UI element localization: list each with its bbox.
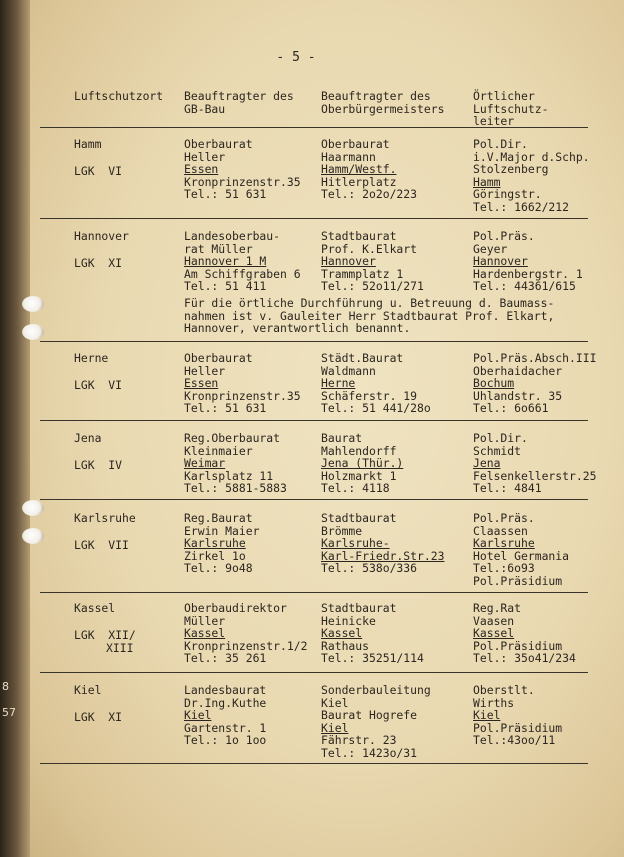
row-divider <box>40 218 588 219</box>
beauftragter-oberbuergermeister-line: Mahlendorff <box>321 443 397 458</box>
beauftragter-oberbuergermeister-line: Fährstr. 23 <box>321 733 397 748</box>
beauftragter-gb-bau-line: Kleinmaier <box>184 443 253 458</box>
luftschutzort: Jena <box>74 431 102 445</box>
header-luftschutzleiter-line: Örtlicher <box>473 89 535 103</box>
beauftragter-gb-bau-line: Weimar <box>184 456 226 471</box>
beauftragter-gb-bau-line: Tel.: 51 631 <box>184 187 267 202</box>
header-luftschutzort <box>74 90 163 103</box>
beauftragter-gb-bau-line: Essen <box>184 162 219 177</box>
responsibility-note <box>184 297 554 335</box>
beauftragter-gb-bau-line: Dr.Ing.Kuthe <box>184 695 267 710</box>
beauftragter-oberbuergermeister-line: Brömme <box>321 523 363 538</box>
beauftragter-oberbuergermeister-line: Stadtbaurat <box>321 601 397 615</box>
beauftragter-gb-bau-line: Oberbaudirektor <box>184 601 287 615</box>
lgk-label: LGK IV <box>74 458 123 472</box>
oertlicher-luftschutzleiter <box>473 432 596 495</box>
beauftragter-oberbuergermeister-line: Rathaus <box>321 638 370 653</box>
beauftragter-gb-bau-line: Landesoberbau- <box>184 229 281 243</box>
oertlicher-luftschutzleiter-line: Felsenkellerstr.25 <box>473 468 597 483</box>
header-luftschutzleiter <box>473 90 548 128</box>
beauftragter-oberbuergermeister-line: Stadtbaurat <box>321 229 397 243</box>
beauftragter-gb-bau <box>184 432 287 495</box>
beauftragter-oberbuergermeister-line: Tel.: 4118 <box>321 481 390 496</box>
header-oberbuergermeister <box>321 90 444 115</box>
punch-hole <box>22 324 44 340</box>
beauftragter-gb-bau <box>184 352 301 415</box>
lgk-label: LGK XII/ <box>74 628 136 642</box>
oertlicher-luftschutzleiter-line: Hardenbergstr. 1 <box>473 266 583 281</box>
beauftragter-oberbuergermeister-line: Karl-Friedr.Str.23 <box>321 548 445 563</box>
beauftragter-gb-bau-line: Karlsplatz 11 <box>184 468 274 483</box>
luftschutzort: Kiel <box>74 683 102 697</box>
header-gb-bau-line: Beauftragter des <box>184 89 294 103</box>
beauftragter-gb-bau-line: Am Schiffgraben 6 <box>184 266 301 281</box>
oertlicher-luftschutzleiter-line: Pol.Dir. <box>473 431 528 445</box>
beauftragter-oberbuergermeister <box>321 432 403 495</box>
beauftragter-oberbuergermeister-line: Baurat Hogrefe <box>321 708 418 723</box>
row-divider <box>40 127 588 128</box>
beauftragter-oberbuergermeister-line: Stadtbaurat <box>321 511 397 525</box>
oertlicher-luftschutzleiter-line: Stolzenberg <box>473 162 549 177</box>
beauftragter-gb-bau <box>184 138 301 201</box>
margin-number: 57 <box>2 706 16 719</box>
beauftragter-gb-bau-line: Landesbaurat <box>184 683 267 697</box>
punch-hole <box>22 528 44 544</box>
beauftragter-oberbuergermeister <box>321 352 431 415</box>
beauftragter-gb-bau-line: Reg.Baurat <box>184 511 253 525</box>
oertlicher-luftschutzleiter-line: Kassel <box>473 626 515 641</box>
beauftragter-gb-bau-line: Karlsruhe <box>184 536 246 551</box>
margin-number: 8 <box>2 680 9 693</box>
beauftragter-oberbuergermeister-line: Kiel <box>321 720 349 735</box>
beauftragter-oberbuergermeister-line: Schäferstr. 19 <box>321 388 418 403</box>
beauftragter-gb-bau <box>184 512 259 575</box>
beauftragter-oberbuergermeister-line: Hitlerplatz <box>321 174 397 189</box>
beauftragter-gb-bau-line: Kiel <box>184 708 212 723</box>
beauftragter-gb-bau-line: Tel.: 9o48 <box>184 561 253 576</box>
beauftragter-oberbuergermeister-line: Baurat <box>321 431 363 445</box>
luftschutzort: Hamm <box>74 137 102 151</box>
beauftragter-gb-bau-line: Gartenstr. 1 <box>184 720 267 735</box>
row-divider <box>40 420 588 421</box>
lgk-label: LGK VII <box>74 538 129 552</box>
beauftragter-oberbuergermeister-line: Tel.: 538o/336 <box>321 561 418 576</box>
oertlicher-luftschutzleiter-line: Tel.: 35o41/234 <box>473 651 576 666</box>
responsibility-note-line: Hannover, verantwortlich benannt. <box>184 321 411 336</box>
oertlicher-luftschutzleiter-line: Göringstr. <box>473 187 542 202</box>
beauftragter-gb-bau-line: Heller <box>184 149 226 164</box>
beauftragter-oberbuergermeister-line: Tel.: 52o11/271 <box>321 279 424 294</box>
document-page <box>30 0 624 857</box>
beauftragter-oberbuergermeister-line: Jena (Thür.) <box>321 456 404 471</box>
lgk-label: LGK XI <box>74 256 123 270</box>
beauftragter-oberbuergermeister-line: Tel.: 51 441/28o <box>321 401 431 416</box>
beauftragter-gb-bau-line: Tel.: 1o 1oo <box>184 733 267 748</box>
beauftragter-oberbuergermeister <box>321 602 424 665</box>
oertlicher-luftschutzleiter-line: Tel.:6o93 <box>473 561 535 576</box>
oertlicher-luftschutzleiter-line: Tel.: 44361/615 <box>473 279 576 294</box>
oertlicher-luftschutzleiter-line: Pol.Präs. <box>473 229 535 243</box>
oertlicher-luftschutzleiter-line: Pol.Präs.Absch.III <box>473 351 597 365</box>
beauftragter-gb-bau-line: Kronprinzenstr.1/2 <box>184 638 308 653</box>
beauftragter-gb-bau-line: Kassel <box>184 626 226 641</box>
header-oberbuergermeister-line: Oberbürgermeisters <box>321 101 445 116</box>
beauftragter-oberbuergermeister-line: Oberbaurat <box>321 137 390 151</box>
beauftragter-oberbuergermeister-line: Karlsruhe- <box>321 536 390 551</box>
responsibility-note-line: nahmen ist v. Gauleiter Herr Stadtbaurat Prof. Elkart, <box>184 308 555 323</box>
beauftragter-gb-bau-line: Oberbaurat <box>184 137 253 151</box>
oertlicher-luftschutzleiter-line: Tel.: 4841 <box>473 481 542 496</box>
oertlicher-luftschutzleiter-line: Pol.Präsidium <box>473 720 563 735</box>
header-gb-bau-line: GB-Bau <box>184 101 226 116</box>
lgk-label: LGK VI <box>74 378 123 392</box>
row-divider <box>40 499 588 500</box>
oertlicher-luftschutzleiter-line: Wirths <box>473 695 515 710</box>
oertlicher-luftschutzleiter-line: Hamm <box>473 174 501 189</box>
beauftragter-gb-bau-line: Zirkel 1o <box>184 548 246 563</box>
beauftragter-oberbuergermeister-line: Heinicke <box>321 613 376 628</box>
beauftragter-oberbuergermeister <box>321 230 424 293</box>
header-luftschutzleiter-line: leiter <box>473 114 515 129</box>
beauftragter-oberbuergermeister-line: Trammplatz 1 <box>321 266 404 281</box>
oertlicher-luftschutzleiter-line: i.V.Major d.Schp. <box>473 149 590 164</box>
oertlicher-luftschutzleiter-line: Claassen <box>473 523 528 538</box>
beauftragter-oberbuergermeister-line: Tel.: 2o2o/223 <box>321 187 418 202</box>
beauftragter-gb-bau-line: Reg.Oberbaurat <box>184 431 281 445</box>
beauftragter-oberbuergermeister-line: Sonderbauleitung <box>321 683 431 697</box>
beauftragter-oberbuergermeister-line: Kiel <box>321 695 349 710</box>
row-divider <box>40 592 588 593</box>
beauftragter-gb-bau-line: Hannover 1 M <box>184 254 267 269</box>
oertlicher-luftschutzleiter <box>473 684 562 747</box>
beauftragter-gb-bau <box>184 602 307 665</box>
oertlicher-luftschutzleiter-line: Reg.Rat <box>473 601 522 615</box>
row-divider <box>40 672 588 673</box>
oertlicher-luftschutzleiter <box>473 512 569 588</box>
luftschutzort: Hannover <box>74 229 129 243</box>
beauftragter-oberbuergermeister-line: Prof. K.Elkart <box>321 241 418 256</box>
punch-hole <box>22 296 44 312</box>
oertlicher-luftschutzleiter-line: Pol.Präsidium <box>473 573 563 588</box>
beauftragter-oberbuergermeister-line: Tel.: 35251/114 <box>321 651 424 666</box>
beauftragter-oberbuergermeister-line: Haarmann <box>321 149 376 164</box>
oertlicher-luftschutzleiter-line: Karlsruhe <box>473 536 535 551</box>
beauftragter-oberbuergermeister <box>321 138 417 201</box>
oertlicher-luftschutzleiter-line: Hotel Germania <box>473 548 570 563</box>
beauftragter-oberbuergermeister <box>321 684 431 760</box>
beauftragter-gb-bau-line: Tel.: 51 411 <box>184 279 267 294</box>
row-divider <box>40 341 588 342</box>
oertlicher-luftschutzleiter-line: Geyer <box>473 241 508 256</box>
beauftragter-oberbuergermeister-line: Kassel <box>321 626 363 641</box>
beauftragter-oberbuergermeister-line: Herne <box>321 376 356 391</box>
beauftragter-oberbuergermeister-line: Waldmann <box>321 363 376 378</box>
luftschutzort: Kassel <box>74 601 116 615</box>
oertlicher-luftschutzleiter-line: Oberstlt. <box>473 683 535 697</box>
beauftragter-gb-bau <box>184 230 301 293</box>
beauftragter-gb-bau-line: Essen <box>184 376 219 391</box>
header-oberbuergermeister-line: Beauftragter des <box>321 89 431 103</box>
oertlicher-luftschutzleiter-line: Schmidt <box>473 443 522 458</box>
beauftragter-oberbuergermeister <box>321 512 444 575</box>
oertlicher-luftschutzleiter-line: Oberhaidacher <box>473 363 563 378</box>
beauftragter-oberbuergermeister-line: Hamm/Westf. <box>321 162 397 177</box>
beauftragter-gb-bau-line: Kronprinzenstr.35 <box>184 174 301 189</box>
luftschutzort: Karlsruhe <box>74 511 136 525</box>
page-number: - 5 - <box>276 50 316 65</box>
oertlicher-luftschutzleiter-line: Tel.: 1662/212 <box>473 199 570 214</box>
beauftragter-oberbuergermeister-line: Städt.Baurat <box>321 351 404 365</box>
oertlicher-luftschutzleiter-line: Bochum <box>473 376 515 391</box>
oertlicher-luftschutzleiter-line: Tel.:43oo/11 <box>473 733 556 748</box>
beauftragter-gb-bau-line: rat Müller <box>184 241 253 256</box>
beauftragter-gb-bau-line: Erwin Maier <box>184 523 260 538</box>
oertlicher-luftschutzleiter <box>473 138 590 214</box>
oertlicher-luftschutzleiter-line: Pol.Dir. <box>473 137 528 151</box>
oertlicher-luftschutzleiter-line: Kiel <box>473 708 501 723</box>
beauftragter-gb-bau-line: Tel.: 35 261 <box>184 651 267 666</box>
oertlicher-luftschutzleiter-line: Uhlandstr. 35 <box>473 388 563 403</box>
binding-edge <box>0 0 30 857</box>
oertlicher-luftschutzleiter-line: Tel.: 6o661 <box>473 401 549 416</box>
oertlicher-luftschutzleiter <box>473 230 583 293</box>
beauftragter-oberbuergermeister-line: Hannover <box>321 254 376 269</box>
oertlicher-luftschutzleiter <box>473 602 576 665</box>
row-divider <box>40 763 588 764</box>
header-gb-bau <box>184 90 294 115</box>
beauftragter-gb-bau <box>184 684 266 747</box>
beauftragter-oberbuergermeister-line: Holzmarkt 1 <box>321 468 397 483</box>
oertlicher-luftschutzleiter-line: Jena <box>473 456 501 471</box>
oertlicher-luftschutzleiter-line: Hannover <box>473 254 528 269</box>
beauftragter-gb-bau-line: Oberbaurat <box>184 351 253 365</box>
oertlicher-luftschutzleiter-line: Vaasen <box>473 613 515 628</box>
beauftragter-gb-bau-line: Müller <box>184 613 226 628</box>
luftschutzort: Herne <box>74 351 109 365</box>
lgk-label-continued: XIII <box>106 640 134 655</box>
oertlicher-luftschutzleiter-line: Pol.Präs. <box>473 511 535 525</box>
responsibility-note-line: Für die örtliche Durchführung u. Betreuung d. Baumass- <box>184 296 555 310</box>
header-luftschutzleiter-line: Luftschutz- <box>473 101 549 116</box>
oertlicher-luftschutzleiter <box>473 352 596 415</box>
lgk-label: LGK VI <box>74 164 123 178</box>
lgk-label: LGK XI <box>74 710 123 724</box>
oertlicher-luftschutzleiter-line: Pol.Präsidium <box>473 638 563 653</box>
beauftragter-oberbuergermeister-line: Tel.: 1423o/31 <box>321 745 418 760</box>
beauftragter-gb-bau-line: Kronprinzenstr.35 <box>184 388 301 403</box>
punch-hole <box>22 500 44 516</box>
beauftragter-gb-bau-line: Tel.: 51 631 <box>184 401 267 416</box>
header-luftschutzort-line: Luftschutzort <box>74 89 164 103</box>
beauftragter-gb-bau-line: Heller <box>184 363 226 378</box>
beauftragter-gb-bau-line: Tel.: 5881-5883 <box>184 481 287 496</box>
